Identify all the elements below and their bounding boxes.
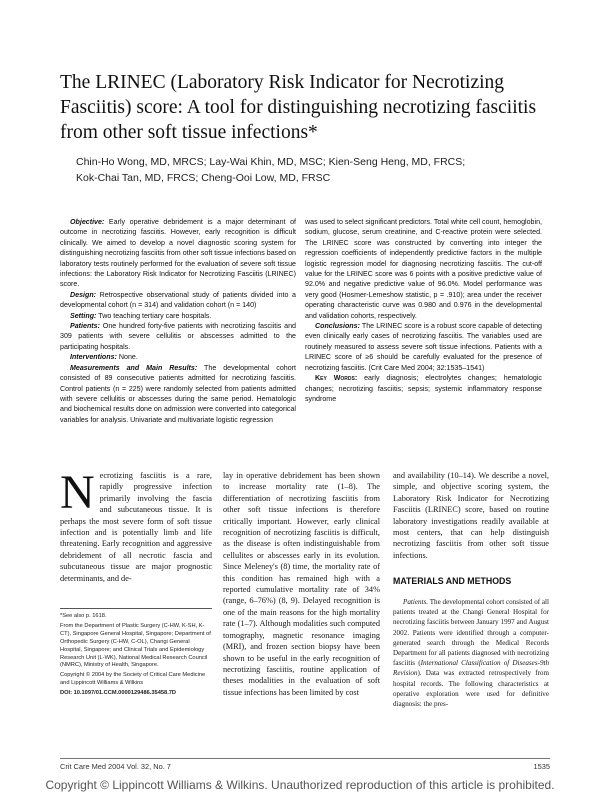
abstract-conclusions (305, 321, 542, 373)
footer-divider (60, 758, 550, 759)
methods-section (393, 597, 549, 709)
abstract-column-left (60, 217, 296, 425)
intro-paragraph-start (60, 466, 212, 584)
interventions-text: None. (118, 353, 138, 362)
methods-text-a: The developmental cohort consisted of all patients treated at the Changi General Hospital for necrotizing fasciitis between January 1997 and August 2002. Patients were identified through a computer-generated search through the Medical Records Department for all patients diagnosed with necrotizing fasciitis ( (393, 598, 549, 668)
copyright-note: Copyright © 2004 by the Society of Critical Care Medicine and Lippincott Williams & Wilkins (60, 672, 206, 687)
patients-subheading: Patients. (403, 598, 429, 606)
abstract-keywords (305, 373, 542, 404)
design-label: Design: (70, 290, 97, 299)
abstract-setting (60, 311, 296, 321)
page-number: 1535 (533, 762, 550, 771)
author-line-1: Chin-Ho Wong, MD, MRCS; Lay-Wai Khin, MD, MSC; Kien-Seng Heng, MD, FRCS; (76, 156, 466, 168)
drop-cap: N (60, 466, 95, 519)
patients-text: One hundred forty-five patients with necrotizing fasciitis and 309 patients with severe cellulitis or abscesses admitted to the participating hospitals. (60, 322, 296, 351)
abstract-objective (60, 217, 296, 290)
copyright-banner: Copyright © Lippincott Williams & Wilkins. Unauthorized reproduction of this article is prohibited. (45, 778, 555, 792)
doi-note: DOI: 10.1097/01.CCM.0000129486.35458.7D (60, 690, 177, 697)
abstract-interventions (60, 352, 296, 362)
abstract-design (60, 290, 296, 311)
design-text: Retrospective observational study of patients divided into a developmental cohort (n = 314) and validation cohort (n = 140) (60, 290, 296, 310)
author-list (76, 154, 476, 186)
see-also-note: *See also p. 1618. (60, 613, 107, 619)
methods-paragraph (393, 597, 549, 709)
icd-citation: International Classification of Diseases-9th Revision (393, 659, 550, 678)
patients-label: Patients: (70, 322, 100, 331)
abstract-measurements (60, 363, 296, 425)
intro-text-col1: ecrotizing fasciitis is a rare, rapidly progressive infection primarily involving the fascia and subcutaneous tissue. It is perhaps the most severe form of soft tissue infection and is potentially limb and life threatening. Early recognition and aggressive debridement of all necrotic fascia and subcutaneous tissue are major prognostic determinants, and de- (60, 471, 212, 583)
conclusions-text: The LRINEC score is a robust score capable of detecting even clinically early cases of necrotizing fasciitis. The variables used are routinely measured to assess severe soft tissue infections. Patients with a LRINEC score of ≥6 should be carefully evaluated for the presence of necrotizing fasciitis. (Crit Care Med 2004; 32:1535–1541) (305, 322, 542, 372)
setting-label: Setting: (70, 311, 97, 320)
affiliations-note: From the Department of Plastic Surgery (C-HW, K-SH, K-CT), Singapore General Hospital, Singapore; Department of Orthopedic Surgery (C-HW, C-OL), Changi General Hospital, Singapore; and Clinical Trials and Epidemiology Research Unit (L-WK), National Medical Research Council (NMRC), Ministry of Health, Singapore. (60, 622, 211, 669)
footnote-divider (60, 608, 212, 609)
methods-text-b: ). Data was extracted retrospectively from hospital records. The following characteristics at operative exploration were used for definitive diagnosis: the pres- (393, 669, 549, 709)
abstract-patients (60, 321, 296, 352)
objective-text: Early operative debridement is a major determinant of outcome in necrotizing fasciitis. However, early recognition is difficult clinically. We aimed to develop a novel diagnostic scoring system for distinguishing necrotizing fasciitis from other soft tissue infections based on laboratory tests routinely performed for the evaluation of severe soft tissue infections: the Laboratory Risk Indicator for Necrotizing Fasciitis (LRINEC) score. (60, 218, 296, 289)
measurements-label: Measurements and Main Results: (70, 363, 198, 372)
body-column-3 (393, 470, 549, 561)
intro-text-col3: and availability (10–14). We describe a novel, simple, and objective scoring system, the Laboratory Risk Indicator for Necrotizing Fasciitis (LRINEC) score, based on routine laboratory investigations readily available at most centers, that can help distinguish necrotizing fasciitis from other soft tissue infections. (393, 471, 549, 560)
interventions-label: Interventions: (70, 353, 117, 362)
abstract-column-right (305, 217, 542, 404)
footnotes (60, 613, 212, 700)
intro-text-col2: lay in operative debridement has been shown to increase mortality rate (1–8). The differentiation of necrotizing fasciitis from other soft tissue infections is therefore critically important. However, early clinical recognition of necrotizing fasciitis is difficult, as the disease is often indistinguishable from cellulites or abscesses early in its evolution. Since Meleney's (8) time, the mortality rate of this condition has remained high with a reported cumulative mortality rate of 34% (range, 6–76%) (8, 9). Delayed recognition is one of the main reasons for the high mortality rate (1–7). Although modalities such computed tomography, magnetic resonance imaging (MRI), and frozen section biopsy have been shown to be useful in the early recognition of necrotizing fasciitis, routine application of theses modalities in the evaluation of soft tissue infections has been limited by cost (223, 471, 380, 697)
section-heading: MATERIALS AND METHODS (393, 576, 512, 586)
keywords-text: early diagnosis; electrolytes changes; hematologic changes; necrotizing fasciitis; sepsis; systemic inflammatory response syndrome (305, 374, 542, 403)
conclusions-label: Conclusions: (315, 322, 360, 331)
body-column-1 (60, 466, 212, 584)
abstract-measurements-continued: was used to select significant predictors. Total white cell count, hemoglobin, sodium, glucose, serum creatinine, and C-reactive protein were selected. The LRINEC score was constructed by converting into integer the regression coefficients of independently predictive factors in the multiple logistic regression model for diagnosing necrotizing fasciitis. The cut-off value for the LRINEC score was 6 points with a positive predictive value of 92.0% and negative predictive value of 96.0%. Model performance was very good (Hosmer-Lemeshow statistic, p = .910); area under the receiver operating characteristic curve was 0.980 and 0.976 in the developmental and validation cohorts, respectively. (305, 218, 542, 320)
objective-label: Objective: (70, 218, 105, 226)
article-title: The LRINEC (Laboratory Risk Indicator for Necrotizing Fasciitis) score: A tool for distinguishing necrotizing fasciitis from other soft tissue infections* (60, 72, 537, 143)
body-column-2 (223, 470, 380, 698)
journal-citation: Crit Care Med 2004 Vol. 32, No. 7 (60, 762, 171, 771)
keywords-label: Key Words: (315, 374, 358, 383)
measurements-text: The developmental cohort consisted of 89 consecutive patients admitted for necrotizing fasciitis. Control patients (n = 225) were randomly selected from patients admitted with severe cellulitis or abscesses during the same period. Hematologic and biochemical results done on admission were converted into categorical variables for analysis. Univariate and multivariate logistic regression (60, 363, 296, 424)
setting-text: Two teaching tertiary care hospitals. (98, 311, 212, 320)
author-line-2: Kok-Chai Tan, MD, FRCS; Cheng-Ooi Low, MD, FRSC (76, 172, 331, 184)
